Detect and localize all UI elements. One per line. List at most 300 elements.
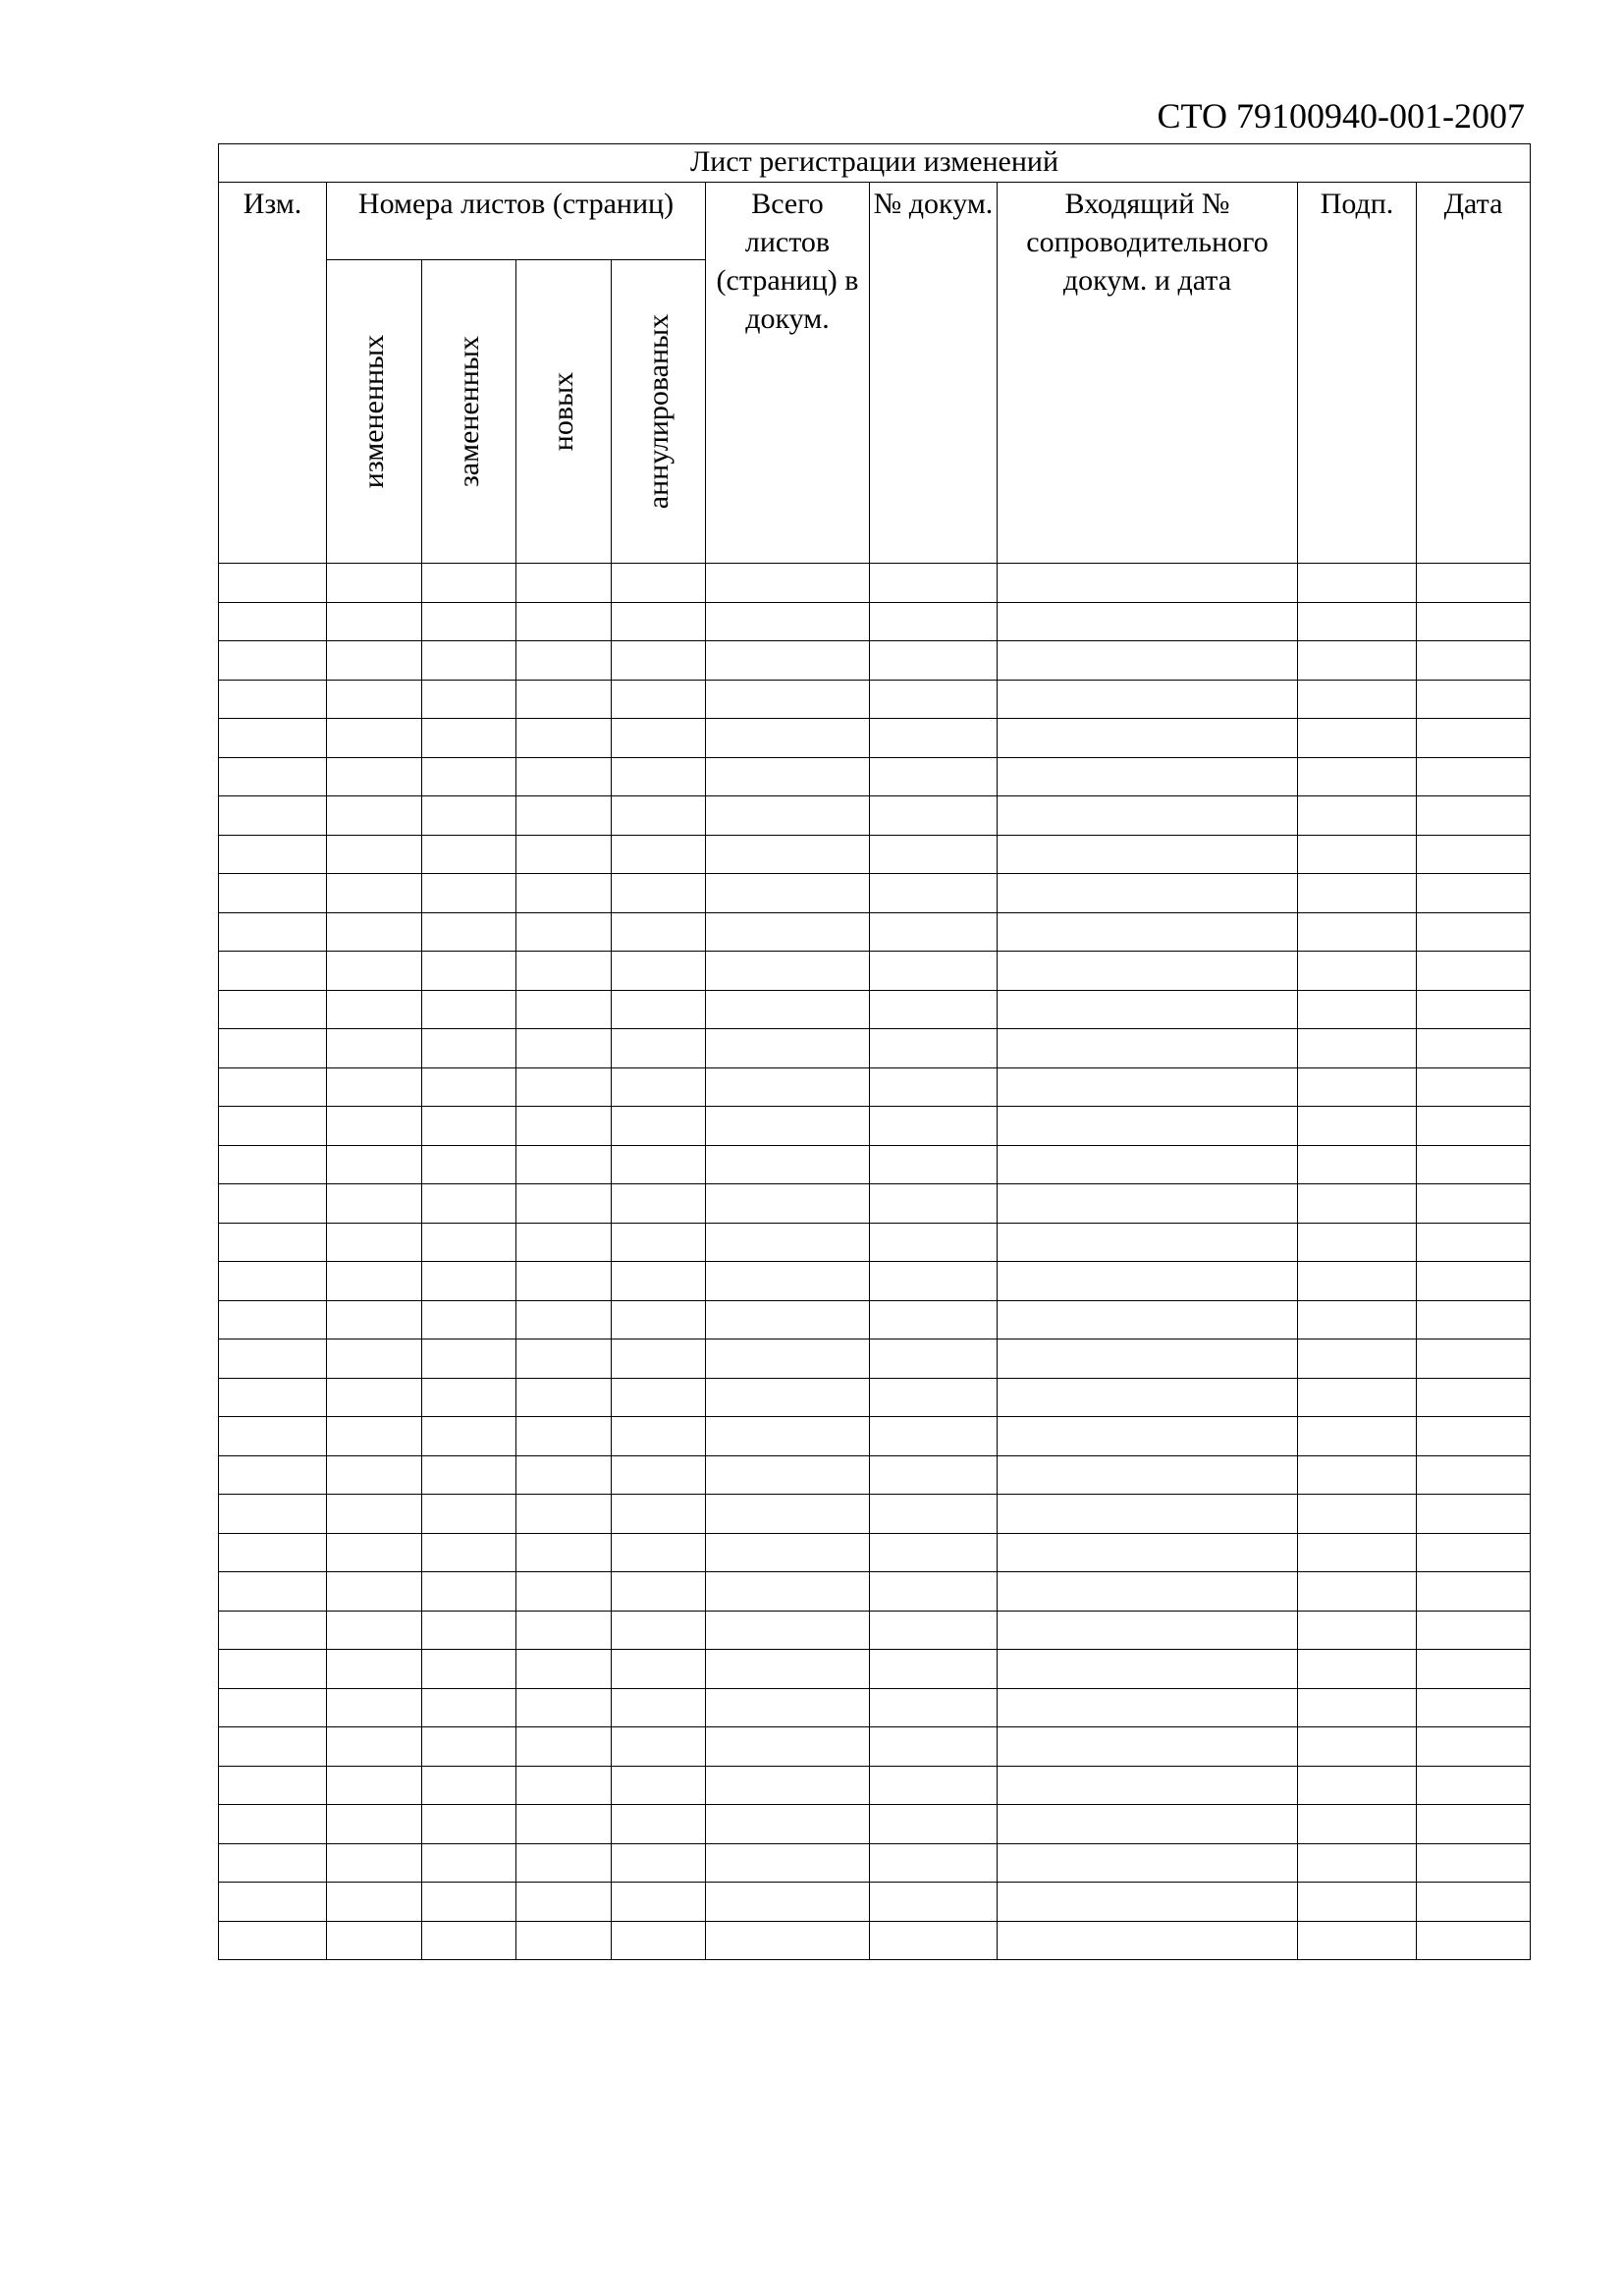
table-cell: [1298, 1843, 1417, 1883]
table-row: [219, 564, 1531, 603]
table-cell: [1417, 1145, 1531, 1184]
table-cell: [612, 602, 706, 641]
table-cell: [706, 990, 870, 1029]
table-cell: [219, 1805, 327, 1844]
table-cell: [422, 1067, 516, 1107]
table-cell: [706, 1417, 870, 1456]
table-cell: [870, 1843, 998, 1883]
table-cell: [706, 1843, 870, 1883]
table-cell: [998, 641, 1298, 681]
table-cell: [327, 1184, 422, 1224]
table-cell: [219, 874, 327, 913]
table-cell: [706, 1572, 870, 1612]
table-cell: [1417, 680, 1531, 719]
table-cell: [998, 1184, 1298, 1224]
col-header-izm: Изм.: [219, 183, 327, 564]
table-cell: [870, 835, 998, 874]
table-row: [219, 1067, 1531, 1107]
table-cell: [612, 1688, 706, 1727]
table-cell: [612, 1223, 706, 1262]
table-cell: [612, 680, 706, 719]
table-cell: [870, 1029, 998, 1068]
table-row: [219, 641, 1531, 681]
table-cell: [706, 602, 870, 641]
table-cell: [1298, 990, 1417, 1029]
table-cell: [1417, 1572, 1531, 1612]
table-cell: [1298, 1223, 1417, 1262]
table-cell: [1417, 564, 1531, 603]
table-cell: [870, 874, 998, 913]
table-cell: [1417, 757, 1531, 796]
table-cell: [706, 1029, 870, 1068]
table-cell: [998, 1727, 1298, 1767]
table-row: [219, 1378, 1531, 1417]
table-cell: [1417, 1650, 1531, 1689]
table-row: [219, 1184, 1531, 1224]
table-cell: [516, 680, 612, 719]
table-row: [219, 1029, 1531, 1068]
table-cell: [706, 719, 870, 758]
table-cell: [1298, 1805, 1417, 1844]
table-cell: [327, 1223, 422, 1262]
table-cell: [422, 1184, 516, 1224]
table-cell: [327, 1727, 422, 1767]
table-cell: [998, 1921, 1298, 1960]
col-header-new-label: новых: [547, 371, 579, 452]
table-row: [219, 680, 1531, 719]
table-cell: [998, 912, 1298, 952]
table-cell: [706, 1805, 870, 1844]
table-cell: [219, 1533, 327, 1572]
table-cell: [998, 1455, 1298, 1495]
table-cell: [516, 1650, 612, 1689]
table-cell: [998, 1300, 1298, 1339]
table-cell: [706, 680, 870, 719]
table-cell: [1417, 1107, 1531, 1146]
table-cell: [516, 1533, 612, 1572]
table-body: [219, 144, 1531, 1960]
table-cell: [1417, 796, 1531, 836]
table-cell: [870, 1495, 998, 1534]
table-cell: [1417, 719, 1531, 758]
table-cell: [612, 912, 706, 952]
table-row: [219, 1883, 1531, 1922]
table-cell: [998, 1495, 1298, 1534]
table-cell: [998, 1611, 1298, 1650]
table-cell: [516, 1417, 612, 1456]
table-cell: [327, 952, 422, 991]
table-cell: [1417, 602, 1531, 641]
table-row: [219, 952, 1531, 991]
table-cell: [219, 1184, 327, 1224]
table-cell: [1417, 1921, 1531, 1960]
table-cell: [1298, 952, 1417, 991]
table-cell: [516, 874, 612, 913]
table-row: [219, 757, 1531, 796]
table-cell: [998, 1650, 1298, 1689]
table-cell: [516, 1688, 612, 1727]
table-cell: [1298, 719, 1417, 758]
table-cell: [219, 1688, 327, 1727]
table-cell: [706, 1145, 870, 1184]
table-cell: [422, 719, 516, 758]
table-cell: [1298, 1300, 1417, 1339]
table-cell: [327, 1495, 422, 1534]
table-cell: [516, 1883, 612, 1922]
table-cell: [998, 1533, 1298, 1572]
table-cell: [998, 1029, 1298, 1068]
table-cell: [998, 602, 1298, 641]
table-cell: [870, 1766, 998, 1805]
table-cell: [612, 1883, 706, 1922]
table-cell: [612, 1107, 706, 1146]
table-cell: [422, 1766, 516, 1805]
table-cell: [516, 796, 612, 836]
table-cell: [327, 1688, 422, 1727]
table-cell: [516, 1572, 612, 1612]
table-cell: [1417, 912, 1531, 952]
table-cell: [219, 1727, 327, 1767]
table-cell: [327, 641, 422, 681]
table-cell: [219, 1611, 327, 1650]
table-cell: [516, 1300, 612, 1339]
table-cell: [327, 796, 422, 836]
table-cell: [612, 1417, 706, 1456]
col-header-new: [516, 260, 612, 564]
table-cell: [706, 1223, 870, 1262]
table-cell: [706, 1262, 870, 1301]
table-row: [219, 874, 1531, 913]
table-cell: [1298, 1417, 1417, 1456]
table-cell: [422, 1378, 516, 1417]
table-cell: [219, 1495, 327, 1534]
table-cell: [870, 1417, 998, 1456]
table-cell: [422, 680, 516, 719]
table-cell: [1298, 1495, 1417, 1534]
table-cell: [1417, 1688, 1531, 1727]
table-cell: [612, 1145, 706, 1184]
table-cell: [706, 1300, 870, 1339]
table-cell: [1298, 1921, 1417, 1960]
table-cell: [219, 1029, 327, 1068]
table-cell: [1298, 835, 1417, 874]
table-cell: [219, 912, 327, 952]
table-cell: [1298, 1184, 1417, 1224]
table-cell: [219, 757, 327, 796]
col-header-annulled-label: аннулированых: [641, 313, 675, 510]
table-cell: [870, 641, 998, 681]
table-cell: [422, 1145, 516, 1184]
table-cell: [327, 1262, 422, 1301]
table-cell: [870, 719, 998, 758]
table-cell: [612, 952, 706, 991]
table-cell: [327, 1417, 422, 1456]
table-cell: [1417, 1805, 1531, 1844]
table-cell: [516, 719, 612, 758]
table-cell: [706, 1650, 870, 1689]
table-cell: [1298, 1572, 1417, 1612]
table-cell: [706, 1533, 870, 1572]
table-cell: [612, 1029, 706, 1068]
table-cell: [219, 1223, 327, 1262]
table-cell: [1417, 952, 1531, 991]
table-cell: [870, 1339, 998, 1379]
table-cell: [327, 602, 422, 641]
table-cell: [327, 719, 422, 758]
table-cell: [998, 1688, 1298, 1727]
table-cell: [219, 1572, 327, 1612]
table-cell: [870, 757, 998, 796]
table-cell: [612, 1300, 706, 1339]
table-cell: [516, 912, 612, 952]
table-cell: [612, 1727, 706, 1767]
table-cell: [219, 990, 327, 1029]
table-cell: [516, 952, 612, 991]
table-cell: [998, 1883, 1298, 1922]
table-cell: [327, 1378, 422, 1417]
table-cell: [998, 680, 1298, 719]
table-cell: [706, 1883, 870, 1922]
table-cell: [1298, 1145, 1417, 1184]
table-cell: [612, 564, 706, 603]
table-cell: [1417, 1727, 1531, 1767]
table-cell: [327, 912, 422, 952]
table-cell: [1417, 1766, 1531, 1805]
table-cell: [327, 1650, 422, 1689]
table-cell: [1417, 1029, 1531, 1068]
table-cell: [1298, 1455, 1417, 1495]
table-cell: [998, 1843, 1298, 1883]
table-cell: [327, 1107, 422, 1146]
table-cell: [327, 1611, 422, 1650]
table-cell: [327, 1533, 422, 1572]
table-row: [219, 1921, 1531, 1960]
table-cell: [422, 564, 516, 603]
table-cell: [219, 1417, 327, 1456]
table-cell: [422, 1300, 516, 1339]
table-cell: [998, 874, 1298, 913]
table-row: [219, 990, 1531, 1029]
table-cell: [870, 1727, 998, 1767]
table-cell: [612, 1378, 706, 1417]
table-cell: [1417, 641, 1531, 681]
table-cell: [422, 641, 516, 681]
table-cell: [706, 1611, 870, 1650]
table-cell: [612, 1533, 706, 1572]
table-row: [219, 1300, 1531, 1339]
table-cell: [1298, 874, 1417, 913]
table-cell: [612, 1262, 706, 1301]
table-cell: [1417, 1533, 1531, 1572]
table-cell: [422, 1572, 516, 1612]
table-cell: [422, 990, 516, 1029]
table-cell: [516, 1495, 612, 1534]
table-cell: [1298, 641, 1417, 681]
col-header-changed-label: измененных: [357, 334, 390, 489]
table-cell: [516, 1611, 612, 1650]
table-cell: [706, 641, 870, 681]
table-cell: [422, 1650, 516, 1689]
table-cell: [870, 1883, 998, 1922]
table-cell: [422, 835, 516, 874]
table-cell: [612, 1339, 706, 1379]
table-cell: [998, 1805, 1298, 1844]
table-cell: [870, 1107, 998, 1146]
table-cell: [422, 1843, 516, 1883]
table-cell: [516, 1843, 612, 1883]
table-cell: [516, 1067, 612, 1107]
table-cell: [327, 1067, 422, 1107]
table-cell: [327, 874, 422, 913]
table-cell: [422, 1883, 516, 1922]
table-cell: [219, 796, 327, 836]
table-cell: [516, 602, 612, 641]
table-cell: [327, 1921, 422, 1960]
table-cell: [612, 990, 706, 1029]
table-cell: [998, 719, 1298, 758]
table-cell: [1417, 1300, 1531, 1339]
table-cell: [327, 1766, 422, 1805]
table-cell: [998, 1378, 1298, 1417]
col-header-date: Дата: [1417, 183, 1531, 564]
table-cell: [422, 1611, 516, 1650]
table-cell: [219, 1843, 327, 1883]
table-cell: [998, 1145, 1298, 1184]
table-cell: [870, 1455, 998, 1495]
table-cell: [612, 1805, 706, 1844]
table-cell: [516, 564, 612, 603]
table-cell: [219, 719, 327, 758]
table-cell: [612, 1455, 706, 1495]
table-cell: [516, 1766, 612, 1805]
table-cell: [870, 680, 998, 719]
table-cell: [219, 564, 327, 603]
table-cell: [612, 1067, 706, 1107]
table-cell: [516, 1107, 612, 1146]
table-cell: [219, 1107, 327, 1146]
table-cell: [422, 1107, 516, 1146]
table-cell: [516, 1029, 612, 1068]
table-cell: [706, 1067, 870, 1107]
table-row: [219, 1223, 1531, 1262]
table-cell: [422, 1339, 516, 1379]
table-cell: [219, 1378, 327, 1417]
table-cell: [1417, 1455, 1531, 1495]
table-cell: [706, 874, 870, 913]
table-cell: [1417, 1883, 1531, 1922]
table-row: [219, 1688, 1531, 1727]
table-cell: [516, 1145, 612, 1184]
table-cell: [219, 1883, 327, 1922]
table-cell: [1417, 1067, 1531, 1107]
table-cell: [327, 1883, 422, 1922]
table-cell: [1298, 1688, 1417, 1727]
table-cell: [1417, 1843, 1531, 1883]
table-cell: [870, 1611, 998, 1650]
table-cell: [998, 990, 1298, 1029]
table-row: [219, 719, 1531, 758]
table-cell: [1417, 1417, 1531, 1456]
table-cell: [706, 1455, 870, 1495]
table-cell: [1417, 874, 1531, 913]
table-row: [219, 1339, 1531, 1379]
col-header-sheet-numbers: Номера листов (страниц): [327, 183, 706, 260]
table-row: [219, 912, 1531, 952]
table-cell: [1298, 796, 1417, 836]
table-cell: [516, 1184, 612, 1224]
table-cell: [870, 1650, 998, 1689]
table-cell: [870, 1300, 998, 1339]
table-cell: [1417, 1378, 1531, 1417]
table-cell: [327, 680, 422, 719]
table-cell: [870, 1921, 998, 1960]
change-registration-table: [218, 143, 1531, 1960]
table-cell: [422, 1029, 516, 1068]
table-cell: [327, 1300, 422, 1339]
table-cell: [327, 564, 422, 603]
table-row: [219, 1727, 1531, 1767]
table-cell: [1298, 564, 1417, 603]
table-row: [219, 796, 1531, 836]
table-cell: [1417, 1184, 1531, 1224]
table-row: [219, 1572, 1531, 1612]
table-cell: [1298, 1650, 1417, 1689]
table-cell: [219, 952, 327, 991]
table-cell: [870, 1572, 998, 1612]
table-row: [219, 1650, 1531, 1689]
table-row: [219, 835, 1531, 874]
table-cell: [1298, 912, 1417, 952]
table-cell: [219, 1455, 327, 1495]
table-row: [219, 1455, 1531, 1495]
table-cell: [612, 1921, 706, 1960]
table-row: [219, 1805, 1531, 1844]
col-header-total: Всего листов (страниц) в докум.: [706, 183, 870, 564]
table-cell: [422, 602, 516, 641]
table-cell: [422, 1688, 516, 1727]
table-cell: [706, 1921, 870, 1960]
table-cell: [1298, 602, 1417, 641]
table-cell: [612, 1766, 706, 1805]
table-cell: [870, 1805, 998, 1844]
table-cell: [998, 1572, 1298, 1612]
table-cell: [1417, 835, 1531, 874]
table-cell: [1417, 1262, 1531, 1301]
table-cell: [422, 1417, 516, 1456]
table-cell: [1298, 1262, 1417, 1301]
table-cell: [998, 796, 1298, 836]
table-cell: [1298, 1766, 1417, 1805]
table-cell: [998, 1107, 1298, 1146]
table-cell: [998, 1067, 1298, 1107]
table-cell: [516, 757, 612, 796]
table-cell: [219, 1339, 327, 1379]
table-cell: [1417, 1611, 1531, 1650]
table-cell: [422, 757, 516, 796]
table-cell: [219, 1145, 327, 1184]
table-row: [219, 1107, 1531, 1146]
table-cell: [1298, 1611, 1417, 1650]
table-cell: [327, 1455, 422, 1495]
table-cell: [327, 1029, 422, 1068]
table-cell: [612, 641, 706, 681]
table-cell: [422, 1495, 516, 1534]
table-cell: [516, 641, 612, 681]
table-cell: [516, 990, 612, 1029]
table-cell: [516, 1455, 612, 1495]
table-cell: [516, 1805, 612, 1844]
table-cell: [327, 1843, 422, 1883]
